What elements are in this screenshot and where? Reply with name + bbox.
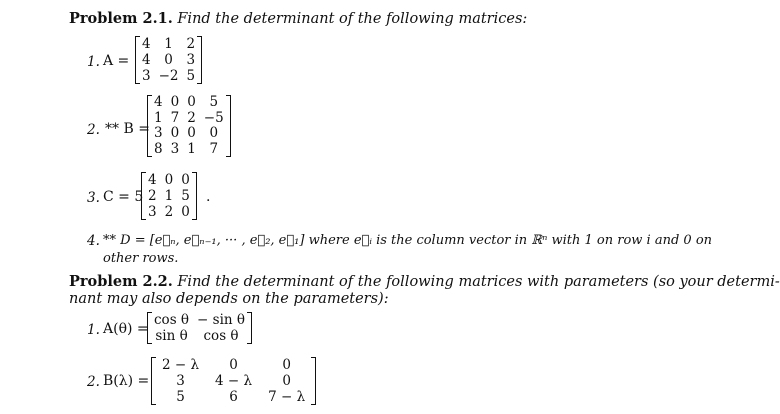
item-number: 1. (87, 54, 100, 70)
problem-label: Problem 2.2. (69, 273, 173, 290)
matrix-b-lambda: 2 − λ 0 0 3 4 − λ 0 5 6 7 − λ (151, 357, 316, 405)
problem-prompt: Find the determinant of the following matrices: (177, 11, 528, 27)
problem-2-1-heading (69, 10, 527, 27)
problem-prompt-cont: nant may also depends on the parameters): (69, 291, 389, 307)
matrix-a-theta-lhs: A(θ) = (103, 321, 149, 337)
item-number: 2. (87, 122, 100, 138)
item-number: 3. (87, 190, 100, 206)
problem-label: Problem 2.1. (69, 10, 173, 27)
item-number: 2. (87, 374, 100, 390)
problem-2-2-heading (69, 273, 780, 290)
trailing-period: . (206, 189, 211, 205)
item-4-text-cont: other rows. (103, 251, 179, 266)
problem-2-2-heading-cont (69, 291, 389, 307)
matrix-c: 4 0 0 2 1 5 3 2 0 (141, 172, 197, 220)
problem-prompt: Find the determinant of the following matrices with parameters (so your determi- (177, 274, 780, 290)
item-number: 1. (87, 322, 100, 338)
item-4-text: ** D = [e⃗ₙ, e⃗ₙ₋₁, ··· , e⃗₂, e⃗₁] where e⃗ᵢ is the column vector in ℝⁿ with 1 on row i and 0 on (103, 233, 713, 248)
matrix-b-lambda-lhs: B(λ) = (103, 373, 150, 389)
matrix-a: 4 1 2 4 0 3 3 −2 5 (135, 36, 202, 84)
item-number: 4. (87, 233, 100, 249)
matrix-b: 4 0 0 5 1 7 2 −5 3 0 0 0 8 3 1 7 (147, 95, 231, 157)
matrix-b-lhs: ** B = (105, 121, 150, 137)
matrix-c-lhs: C = 5 (103, 189, 144, 205)
matrix-a-theta: cos θ − sin θ sin θ cos θ (147, 312, 252, 344)
matrix-a-lhs: A = (103, 53, 130, 69)
